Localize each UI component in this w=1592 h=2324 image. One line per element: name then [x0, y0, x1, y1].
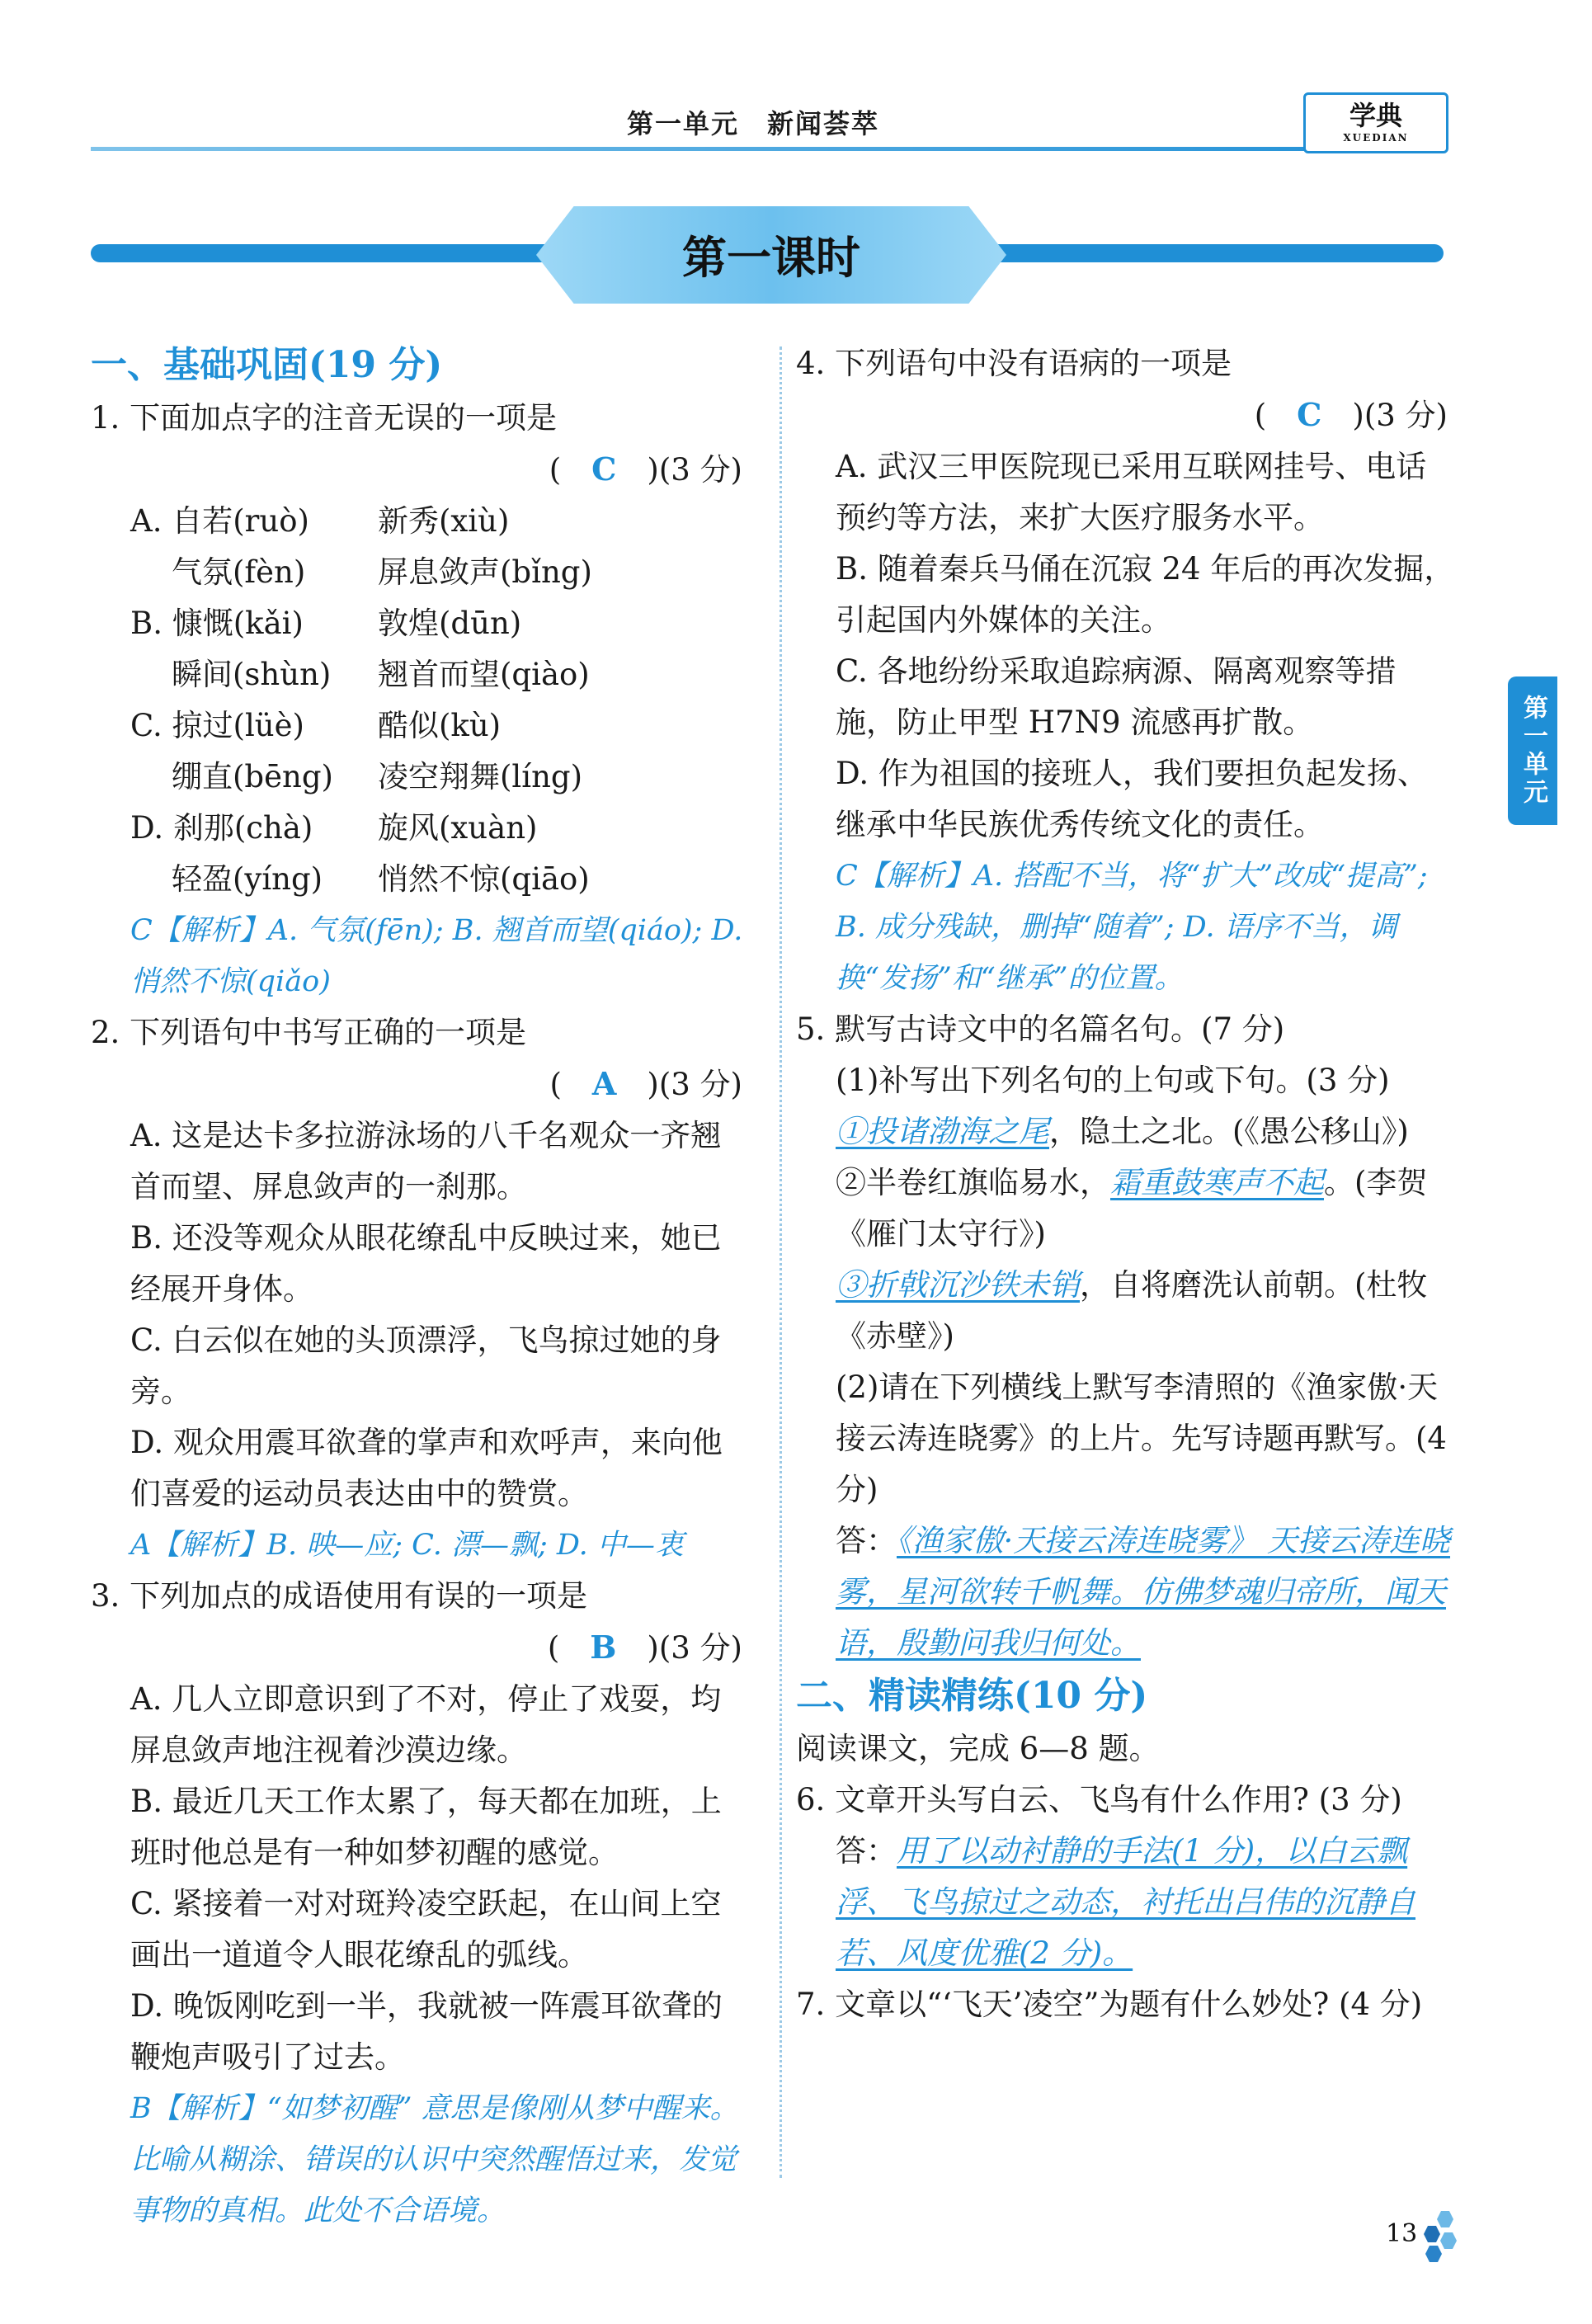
- option-a: A. 几人立即意识到了不对，停止了戏耍，均屏息敛声地注视着沙漠边缘。: [130, 1681, 722, 1768]
- question-stem: 3. 下列加点的成语使用有误的一项是: [91, 1578, 588, 1614]
- answer-slot: ( C )(3 分): [549, 450, 742, 488]
- analysis-note: C【解析】A. 搭配不当，将“扩大”改成“提高”; B. 成分残缺，删掉“随着”; D. 语序不当，调换“发扬”和“继承”的位置。: [836, 860, 1428, 995]
- option-b: B. 随着秦兵马俑在沉寂 24 年后的再次发掘，引起国内外媒体的关注。: [836, 551, 1455, 638]
- handwritten-answer: 用了以动衬静的手法(1 分)，以白云飘浮、飞鸟掠过之动态，衬托出吕伟的沉静自若、风度优雅(2 分)。: [836, 1833, 1415, 1971]
- option-item: 凌空翔舞(líng): [378, 759, 583, 794]
- answer-label: 答：: [836, 1833, 897, 1869]
- answer-label: 答：: [836, 1523, 897, 1558]
- item-text: 。(李贺《雁门太守行》): [836, 1165, 1428, 1252]
- fill-item-3: [796, 1260, 1456, 1362]
- answer-letter: A: [591, 1065, 617, 1102]
- item-text: ②半卷红旗临易水，: [836, 1165, 1110, 1200]
- lesson-title: 第一课时: [682, 231, 860, 284]
- option-item: 绷直(bēng): [172, 759, 333, 794]
- question-6: [796, 1775, 1456, 1979]
- question-1: [91, 393, 751, 1007]
- section-heading-basics: 一、基础巩固(19 分): [91, 344, 443, 386]
- question-5: [796, 1004, 1456, 1669]
- unit-title: 第一单元 新闻荟萃: [627, 108, 880, 139]
- option-item: 翘首而望(qiào): [378, 657, 590, 692]
- answer-letter: C: [1297, 396, 1322, 433]
- option-item: 瞬间(shùn): [172, 657, 332, 692]
- answer-letter: C: [591, 450, 617, 488]
- sub-question-1: (1)补写出下列名句的上句或下句。(3 分): [836, 1063, 1390, 1098]
- brand-name: 学典: [1349, 100, 1402, 131]
- handwritten-answer: 《渔家傲·天接云涛连晓雾》 天接云涛连晓雾，星河欲转千帆舞。仿佛梦魂归帝所，闻天语，殷勤问我归何处。: [836, 1523, 1451, 1661]
- item-text: ，自将磨洗认前朝。(杜牧《赤壁》): [836, 1267, 1428, 1354]
- right-column: [796, 338, 1456, 2030]
- option-d: D. 观众用震耳欲聋的掌声和欢呼声，来向他们喜爱的运动员表达由中的赞赏。: [130, 1425, 723, 1511]
- item-text: ，隐土之北。(《愚公移山》): [1049, 1114, 1409, 1149]
- option-item: D. 刹那(chà): [130, 810, 313, 846]
- header-rule: [91, 147, 1444, 151]
- option-item: 敦煌(dūn): [378, 606, 522, 641]
- option-item: 轻盈(yíng): [172, 861, 323, 897]
- question-stem: 7. 文章以“‘飞天’凌空”为题有什么妙处? (4 分): [796, 1987, 1423, 2022]
- option-c: C. 白云似在她的头顶漂浮，飞鸟掠过她的身旁。: [130, 1322, 722, 1409]
- question-7: [796, 1979, 1456, 2030]
- option-item: A. 自若(ruò): [130, 503, 309, 539]
- question-4: [796, 338, 1456, 1004]
- option-item: C. 掠过(lüè): [130, 708, 304, 743]
- option-item: 新秀(xiù): [378, 503, 510, 539]
- banner-band-left: [91, 244, 586, 262]
- reading-intro: 阅读课文，完成 6—8 题。: [796, 1731, 1160, 1766]
- unit-side-tab[interactable]: 第一单元: [1508, 676, 1557, 825]
- option-item: 悄然不惊(qiāo): [378, 861, 590, 897]
- answer-block: [796, 1516, 1456, 1669]
- sub-question-2: (2)请在下列横线上默写李清照的《渔家傲·天接云涛连晓雾》的上片。先写诗题再默写。(4 分): [836, 1369, 1447, 1507]
- answer-slot: ( B )(3 分): [547, 1629, 742, 1666]
- option-item: 气氛(fèn): [172, 554, 306, 590]
- score: )(3 分): [647, 452, 742, 488]
- page-number: 13: [1386, 2219, 1418, 2248]
- question-stem: 1. 下面加点字的注音无误的一项是: [91, 400, 558, 436]
- question-stem: 6. 文章开头写白云、飞鸟有什么作用? (3 分): [796, 1782, 1402, 1817]
- option-c: C. 紧接着一对对斑羚凌空跃起，在山间上空画出一道道令人眼花缭乱的弧线。: [130, 1886, 722, 1973]
- answer-slot: ( A )(3 分): [549, 1065, 742, 1102]
- option-item: 酷似(kù): [378, 708, 502, 743]
- answer-slot: ( C )(3 分): [1254, 396, 1448, 433]
- handwritten-answer: ③折戟沉沙铁未销: [836, 1267, 1080, 1303]
- option-a: A. 武汉三甲医院现已采用互联网挂号、电话预约等方法，来扩大医疗服务水平。: [836, 449, 1427, 535]
- answer-letter: B: [590, 1629, 617, 1666]
- option-a: A. 这是达卡多拉游泳场的八千名观众一齐翘首而望、屏息敛声的一刹那。: [130, 1118, 722, 1204]
- fill-item-2: [796, 1157, 1456, 1260]
- brand-logo: [1303, 92, 1448, 153]
- option-item: 屏息敛声(bǐng): [378, 554, 592, 590]
- analysis-note: A【解析】B. 映—应; C. 漂—飘; D. 中—衷: [130, 1529, 684, 1562]
- score: )(3 分): [647, 1067, 742, 1102]
- fill-item-1: [796, 1106, 1456, 1157]
- column-divider: [780, 346, 782, 2178]
- option-b: B. 还没等观众从眼花缭乱中反映过来，她已经展开身体。: [130, 1220, 722, 1307]
- question-stem: 2. 下列语句中书写正确的一项是: [91, 1015, 527, 1050]
- section-heading-reading: 二、精读精练(10 分): [796, 1675, 1148, 1717]
- question-3: [91, 1571, 751, 2237]
- option-d: D. 晚饭刚吃到一半，我就被一阵震耳欲聋的鞭炮声吸引了过去。: [130, 1988, 723, 2075]
- handwritten-answer: 霜重鼓寒声不起: [1110, 1165, 1324, 1200]
- banner-band-right: [957, 244, 1444, 262]
- option-b: B. 最近几天工作太累了，每天都在加班，上班时他总是有一种如梦初醒的感觉。: [130, 1784, 722, 1870]
- analysis-note: B【解析】“如梦初醒” 意思是像刚从梦中醒来。比喻从糊涂、错误的认识中突然醒悟过来，发觉事物的真相。此处不合语境。: [130, 2092, 739, 2227]
- score: )(3 分): [647, 1630, 742, 1666]
- option-c: C. 各地纷纷采取追踪病源、隔离观察等措施，防止甲型 H7N9 流感再扩散。: [836, 653, 1397, 740]
- question-stem: 4. 下列语句中没有语病的一项是: [796, 346, 1232, 381]
- handwritten-answer: ①投诸渤海之尾: [836, 1114, 1049, 1149]
- brand-name-en: XUEDIAN: [1343, 132, 1409, 144]
- analysis-note: C【解析】A. 气氛(fēn); B. 翘首而望(qiáo); D. 悄然不惊(qiǎo): [130, 914, 743, 998]
- left-column: [91, 338, 751, 2237]
- hexagon-decoration: [1419, 2211, 1468, 2269]
- question-stem: 5. 默写古诗文中的名篇名句。(7 分): [796, 1011, 1285, 1047]
- option-d: D. 作为祖国的接班人，我们要担负起发扬、继承中华民族优秀传统文化的责任。: [836, 756, 1428, 842]
- score: )(3 分): [1352, 398, 1448, 433]
- option-item: B. 慷慨(kǎi): [130, 606, 304, 641]
- answer-block: [796, 1826, 1456, 1979]
- option-item: 旋风(xuàn): [378, 810, 538, 846]
- question-2: [91, 1007, 751, 1571]
